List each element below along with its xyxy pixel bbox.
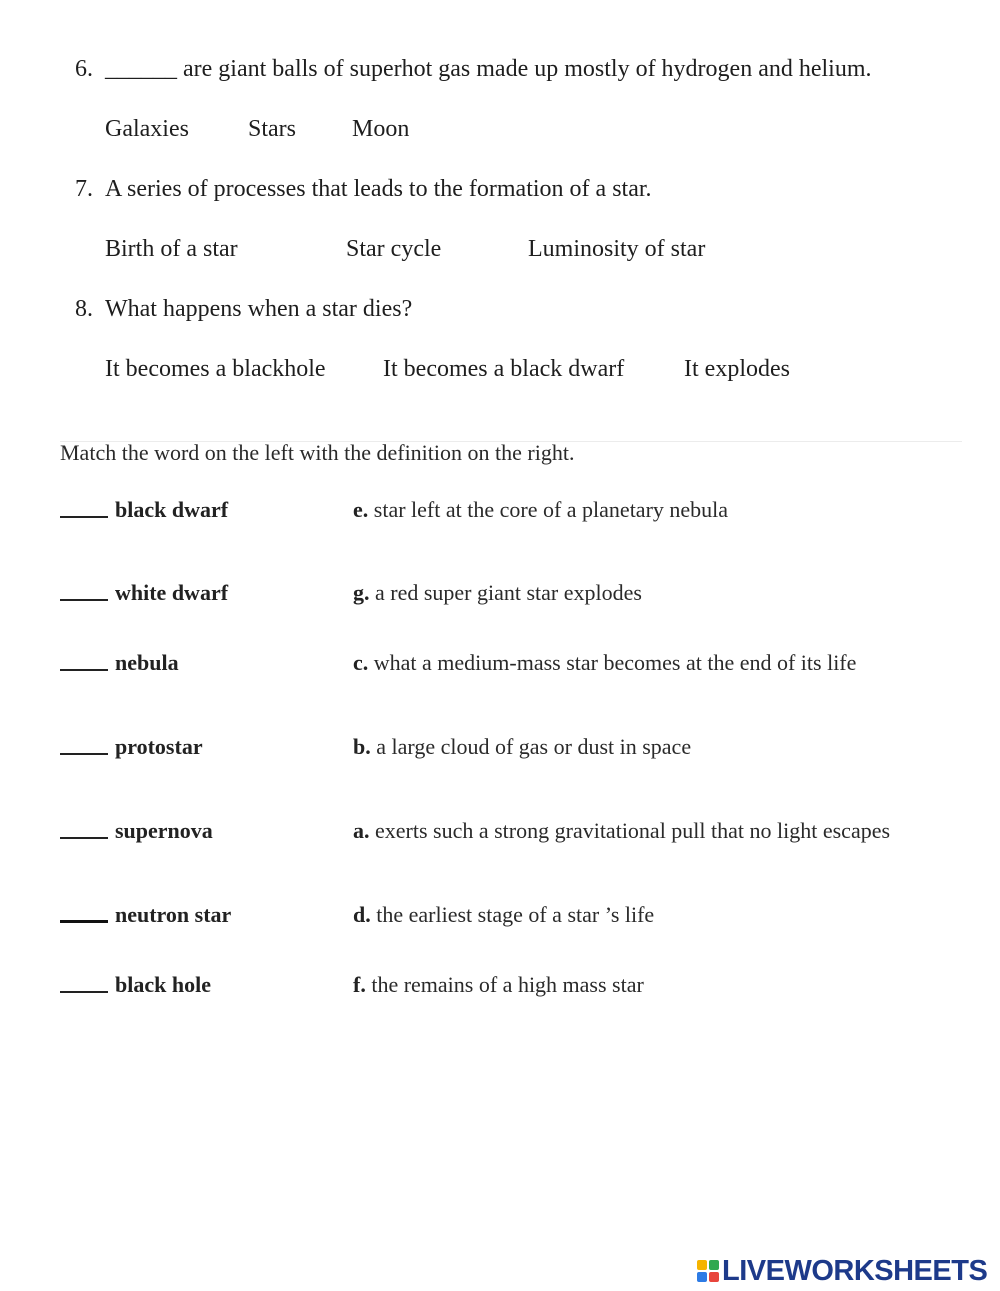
match-row	[0, 970, 1000, 1000]
matching-instructions: Match the word on the left with the definition on the right.	[60, 440, 575, 465]
answer-blank[interactable]	[60, 669, 108, 671]
match-definition	[353, 816, 890, 846]
option-stars[interactable]: Stars	[248, 116, 296, 142]
answer-blank[interactable]	[60, 920, 108, 923]
match-term: supernova	[115, 818, 213, 843]
match-row	[0, 816, 1000, 846]
logo-square	[697, 1260, 707, 1270]
option-star-cycle[interactable]: Star cycle	[346, 236, 442, 262]
definition-letter: g.	[353, 580, 370, 605]
match-row	[0, 900, 1000, 930]
logo-square	[697, 1272, 707, 1282]
match-definition	[353, 900, 654, 930]
option-birth-of-a-star[interactable]: Birth of a star	[105, 236, 238, 262]
definition-letter: a.	[353, 818, 370, 843]
logo-square	[709, 1272, 719, 1282]
question-number: 6.	[75, 56, 93, 82]
option-moon[interactable]: Moon	[352, 116, 410, 142]
match-term: white dwarf	[115, 580, 229, 605]
option-becomes-blackhole[interactable]: It becomes a blackhole	[105, 356, 326, 382]
match-term: protostar	[115, 734, 203, 759]
match-definition	[353, 495, 728, 525]
match-row	[0, 495, 1000, 525]
liveworksheets-logo	[697, 1255, 987, 1287]
logo-mark-icon	[697, 1260, 719, 1282]
definition-letter: b.	[353, 734, 371, 759]
definition-letter: e.	[353, 497, 369, 522]
match-term: black hole	[115, 972, 211, 997]
definition-text: exerts such a strong gravitational pull that no light escapes	[375, 818, 891, 843]
definition-text: star left at the core of a planetary nebula	[373, 497, 729, 522]
match-term: neutron star	[115, 902, 232, 927]
option-explodes[interactable]: It explodes	[684, 356, 790, 382]
option-galaxies[interactable]: Galaxies	[105, 116, 189, 142]
match-row	[0, 648, 1000, 678]
definition-letter: d.	[353, 902, 371, 927]
question-text: ______ are giant balls of superhot gas made up mostly of hydrogen and helium.	[105, 56, 872, 82]
match-term: nebula	[115, 650, 179, 675]
match-definition	[353, 578, 642, 608]
definition-letter: f.	[353, 972, 366, 997]
option-becomes-black-dwarf[interactable]: It becomes a black dwarf	[383, 356, 625, 382]
answer-blank[interactable]	[60, 599, 108, 601]
answer-blank[interactable]	[60, 753, 108, 755]
logo-text: LIVEWORKSHEETS	[722, 1255, 988, 1287]
match-definition	[353, 970, 644, 1000]
question-number: 7.	[75, 176, 93, 202]
definition-text: the remains of a high mass star	[371, 972, 644, 997]
definition-text: a red super giant star explodes	[375, 580, 642, 605]
answer-blank[interactable]	[60, 837, 108, 839]
question-text: What happens when a star dies?	[105, 296, 413, 322]
definition-text: the earliest stage of a star ’s life	[376, 902, 655, 927]
logo-square	[709, 1260, 719, 1270]
option-luminosity-of-star[interactable]: Luminosity of star	[528, 236, 706, 262]
match-definition	[353, 732, 691, 762]
match-row	[0, 732, 1000, 762]
answer-blank[interactable]	[60, 516, 108, 518]
match-definition	[353, 648, 856, 678]
definition-text: what a medium-mass star becomes at the end of its life	[373, 650, 857, 675]
answer-blank[interactable]	[60, 991, 108, 993]
match-row	[0, 578, 1000, 608]
question-number: 8.	[75, 296, 93, 322]
definition-letter: c.	[353, 650, 369, 675]
definition-text: a large cloud of gas or dust in space	[376, 734, 692, 759]
match-term: black dwarf	[115, 497, 229, 522]
question-text: A series of processes that leads to the formation of a star.	[105, 176, 652, 202]
